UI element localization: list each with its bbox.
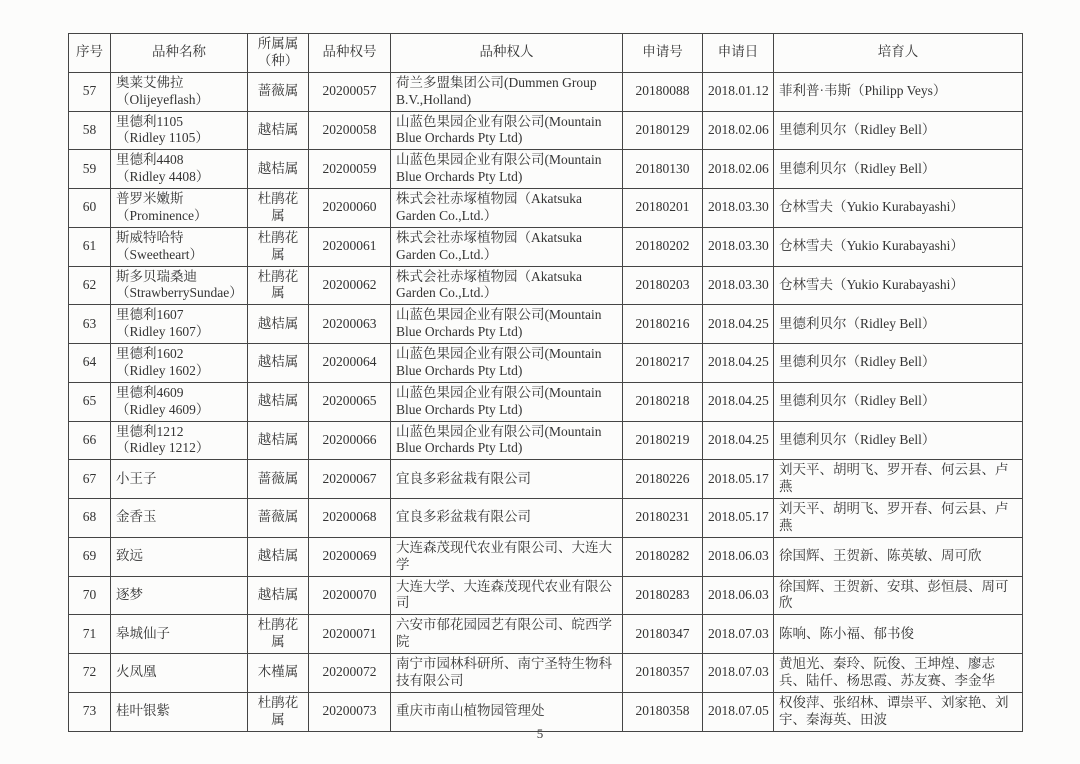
cell-app_date: 2018.06.03 bbox=[703, 576, 774, 615]
cell-app_date: 2018.06.03 bbox=[703, 537, 774, 576]
cell-right_no: 20200068 bbox=[309, 499, 391, 538]
variety-name-cn: 里德利1607 bbox=[116, 307, 184, 323]
cell-holder: 山蓝色果园企业有限公司(Mountain Blue Orchards Pty Ltd) bbox=[391, 421, 623, 460]
cell-breeder: 刘天平、胡明飞、罗开春、何云县、卢燕 bbox=[774, 460, 1023, 499]
cell-breeder: 里德利贝尔（Ridley Bell） bbox=[774, 382, 1023, 421]
cell-genus: 杜鹃花属 bbox=[248, 615, 309, 654]
cell-app_no: 20180130 bbox=[623, 150, 703, 189]
cell-right_no: 20200062 bbox=[309, 266, 391, 305]
table-row bbox=[69, 227, 1023, 266]
cell-name bbox=[111, 421, 248, 460]
cell-holder: 南宁市园林科研所、南宁圣特生物科技有限公司 bbox=[391, 654, 623, 693]
cell-no: 57 bbox=[69, 72, 111, 111]
cell-right_no: 20200073 bbox=[309, 692, 391, 731]
column-header-right_no: 品种权号 bbox=[309, 34, 391, 73]
cell-breeder: 里德利贝尔（Ridley Bell） bbox=[774, 344, 1023, 383]
table-row bbox=[69, 344, 1023, 383]
cell-name bbox=[111, 305, 248, 344]
cell-holder: 重庆市南山植物园管理处 bbox=[391, 692, 623, 731]
column-header-breeder: 培育人 bbox=[774, 34, 1023, 73]
cell-no: 68 bbox=[69, 499, 111, 538]
cell-genus: 杜鹃花属 bbox=[248, 189, 309, 228]
cell-breeder: 徐国辉、王贺新、陈英敏、周可欣 bbox=[774, 537, 1023, 576]
table-row bbox=[69, 189, 1023, 228]
cell-genus: 蔷薇属 bbox=[248, 499, 309, 538]
cell-name bbox=[111, 654, 248, 693]
table-row bbox=[69, 382, 1023, 421]
variety-name-en: （Ridley 1607） bbox=[116, 324, 210, 340]
variety-name-cn: 普罗米嫩斯 bbox=[116, 191, 184, 206]
variety-name-cn: 奥莱艾佛拉 bbox=[116, 74, 184, 90]
cell-app_no: 20180218 bbox=[623, 382, 703, 421]
variety-name-cn: 金香玉 bbox=[116, 509, 157, 525]
cell-right_no: 20200069 bbox=[309, 537, 391, 576]
plant-variety-rights-table bbox=[68, 33, 1023, 732]
table-row bbox=[69, 72, 1023, 111]
table-row bbox=[69, 305, 1023, 344]
cell-right_no: 20200066 bbox=[309, 421, 391, 460]
column-header-name: 品种名称 bbox=[111, 34, 248, 73]
cell-right_no: 20200070 bbox=[309, 576, 391, 615]
cell-app_date: 2018.02.06 bbox=[703, 150, 774, 189]
variety-name-cn: 里德利4609 bbox=[116, 384, 184, 400]
table-row bbox=[69, 150, 1023, 189]
cell-no: 58 bbox=[69, 111, 111, 150]
table-row bbox=[69, 654, 1023, 693]
table-row bbox=[69, 266, 1023, 305]
cell-app_no: 20180226 bbox=[623, 460, 703, 499]
cell-app_date: 2018.03.30 bbox=[703, 266, 774, 305]
cell-app_no: 20180283 bbox=[623, 576, 703, 615]
variety-name-en: （Sweetheart） bbox=[116, 246, 203, 262]
variety-name-cn: 里德利1602 bbox=[116, 346, 184, 361]
variety-name-cn: 逐梦 bbox=[116, 586, 143, 602]
variety-name-en: （Ridley 4609） bbox=[116, 401, 210, 417]
cell-genus: 木槿属 bbox=[248, 654, 309, 693]
cell-app_date: 2018.02.06 bbox=[703, 111, 774, 150]
cell-name bbox=[111, 499, 248, 538]
cell-genus: 越桔属 bbox=[248, 537, 309, 576]
cell-holder: 宜良多彩盆栽有限公司 bbox=[391, 460, 623, 499]
cell-breeder: 刘天平、胡明飞、罗开春、何云县、卢燕 bbox=[774, 499, 1023, 538]
cell-breeder: 里德利贝尔（Ridley Bell） bbox=[774, 305, 1023, 344]
variety-name-en: （Ridley 1602） bbox=[116, 362, 210, 378]
variety-name-cn: 皋城仙子 bbox=[116, 625, 170, 641]
cell-genus: 蔷薇属 bbox=[248, 460, 309, 499]
variety-name-en: （StrawberrySundae） bbox=[116, 285, 243, 301]
table-row bbox=[69, 111, 1023, 150]
column-header-app_no: 申请号 bbox=[623, 34, 703, 73]
cell-holder: 大连大学、大连森茂现代农业有限公司 bbox=[391, 576, 623, 615]
cell-holder: 大连森茂现代农业有限公司、大连大学 bbox=[391, 537, 623, 576]
cell-name bbox=[111, 266, 248, 305]
cell-name bbox=[111, 150, 248, 189]
cell-right_no: 20200071 bbox=[309, 615, 391, 654]
cell-right_no: 20200065 bbox=[309, 382, 391, 421]
column-header-genus: 所属属 （种） bbox=[248, 34, 309, 73]
cell-app_no: 20180216 bbox=[623, 305, 703, 344]
cell-no: 67 bbox=[69, 460, 111, 499]
variety-name-en: （Ridley 1212） bbox=[116, 440, 210, 456]
table-row bbox=[69, 499, 1023, 538]
cell-breeder: 仓林雪夫（Yukio Kurabayashi） bbox=[774, 189, 1023, 228]
cell-name bbox=[111, 189, 248, 228]
cell-holder: 株式会社赤塚植物园（Akatsuka Garden Co.,Ltd.） bbox=[391, 266, 623, 305]
cell-holder: 山蓝色果园企业有限公司(Mountain Blue Orchards Pty Ltd) bbox=[391, 382, 623, 421]
cell-name bbox=[111, 344, 248, 383]
cell-holder: 山蓝色果园企业有限公司(Mountain Blue Orchards Pty Ltd) bbox=[391, 111, 623, 150]
cell-app_date: 2018.03.30 bbox=[703, 189, 774, 228]
variety-name-cn: 致远 bbox=[116, 548, 143, 564]
cell-app_no: 20180217 bbox=[623, 344, 703, 383]
cell-breeder: 仓林雪夫（Yukio Kurabayashi） bbox=[774, 227, 1023, 266]
cell-genus: 越桔属 bbox=[248, 111, 309, 150]
cell-holder: 山蓝色果园企业有限公司(Mountain Blue Orchards Pty Ltd) bbox=[391, 344, 623, 383]
column-header-app_date: 申请日 bbox=[703, 34, 774, 73]
cell-app_date: 2018.05.17 bbox=[703, 460, 774, 499]
cell-holder: 株式会社赤塚植物园（Akatsuka Garden Co.,Ltd.） bbox=[391, 189, 623, 228]
cell-right_no: 20200060 bbox=[309, 189, 391, 228]
cell-name bbox=[111, 460, 248, 499]
cell-no: 69 bbox=[69, 537, 111, 576]
cell-app_date: 2018.07.05 bbox=[703, 692, 774, 731]
cell-right_no: 20200064 bbox=[309, 344, 391, 383]
cell-app_no: 20180088 bbox=[623, 72, 703, 111]
table-header-row bbox=[69, 34, 1023, 73]
table-row bbox=[69, 537, 1023, 576]
cell-right_no: 20200058 bbox=[309, 111, 391, 150]
cell-app_no: 20180231 bbox=[623, 499, 703, 538]
cell-name bbox=[111, 615, 248, 654]
cell-breeder: 权俊萍、张绍林、谭崇平、刘家艳、刘宇、秦海英、田波 bbox=[774, 692, 1023, 731]
table-row bbox=[69, 421, 1023, 460]
cell-no: 70 bbox=[69, 576, 111, 615]
cell-app_no: 20180129 bbox=[623, 111, 703, 150]
cell-right_no: 20200059 bbox=[309, 150, 391, 189]
cell-breeder: 里德利贝尔（Ridley Bell） bbox=[774, 111, 1023, 150]
variety-name-cn: 斯多贝瑞桑迪 bbox=[116, 268, 197, 284]
cell-breeder: 仓林雪夫（Yukio Kurabayashi） bbox=[774, 266, 1023, 305]
cell-genus: 杜鹃花属 bbox=[248, 692, 309, 731]
cell-name bbox=[111, 537, 248, 576]
cell-breeder: 菲利普·韦斯（Philipp Veys） bbox=[774, 72, 1023, 111]
cell-genus: 越桔属 bbox=[248, 344, 309, 383]
variety-name-cn: 斯威特哈特 bbox=[116, 229, 184, 245]
variety-name-en: （Ridley 4408） bbox=[116, 169, 210, 185]
variety-name-cn: 火凤凰 bbox=[116, 664, 157, 680]
variety-name-cn: 小王子 bbox=[116, 470, 157, 486]
cell-holder: 六安市郁花园园艺有限公司、皖西学院 bbox=[391, 615, 623, 654]
cell-app_no: 20180282 bbox=[623, 537, 703, 576]
table-row bbox=[69, 615, 1023, 654]
cell-genus: 杜鹃花属 bbox=[248, 266, 309, 305]
variety-name-cn: 里德利1212 bbox=[116, 423, 184, 439]
cell-genus: 越桔属 bbox=[248, 576, 309, 615]
cell-genus: 杜鹃花属 bbox=[248, 227, 309, 266]
cell-name bbox=[111, 111, 248, 150]
cell-right_no: 20200057 bbox=[309, 72, 391, 111]
cell-app_no: 20180202 bbox=[623, 227, 703, 266]
cell-app_no: 20180203 bbox=[623, 266, 703, 305]
cell-no: 64 bbox=[69, 344, 111, 383]
cell-name bbox=[111, 227, 248, 266]
variety-name-en: （Ridley 1105） bbox=[116, 130, 209, 146]
cell-no: 66 bbox=[69, 421, 111, 460]
variety-name-cn: 里德利4408 bbox=[116, 152, 184, 168]
cell-app_no: 20180358 bbox=[623, 692, 703, 731]
cell-genus: 越桔属 bbox=[248, 421, 309, 460]
cell-app_date: 2018.07.03 bbox=[703, 615, 774, 654]
cell-right_no: 20200072 bbox=[309, 654, 391, 693]
cell-no: 60 bbox=[69, 189, 111, 228]
cell-breeder: 陈响、陈小福、郁书俊 bbox=[774, 615, 1023, 654]
cell-holder: 株式会社赤塚植物园（Akatsuka Garden Co.,Ltd.） bbox=[391, 227, 623, 266]
cell-genus: 越桔属 bbox=[248, 382, 309, 421]
cell-app_no: 20180201 bbox=[623, 189, 703, 228]
cell-holder: 荷兰多盟集团公司(Dummen Group B.V.,Holland) bbox=[391, 72, 623, 111]
cell-breeder: 里德利贝尔（Ridley Bell） bbox=[774, 421, 1023, 460]
cell-holder: 宜良多彩盆栽有限公司 bbox=[391, 499, 623, 538]
cell-app_date: 2018.04.25 bbox=[703, 344, 774, 383]
cell-right_no: 20200067 bbox=[309, 460, 391, 499]
cell-no: 71 bbox=[69, 615, 111, 654]
cell-genus: 越桔属 bbox=[248, 150, 309, 189]
cell-right_no: 20200061 bbox=[309, 227, 391, 266]
cell-app_date: 2018.03.30 bbox=[703, 227, 774, 266]
page-number: 5 bbox=[536, 726, 544, 741]
cell-app_date: 2018.04.25 bbox=[703, 382, 774, 421]
cell-genus: 越桔属 bbox=[248, 305, 309, 344]
cell-name bbox=[111, 576, 248, 615]
cell-genus: 蔷薇属 bbox=[248, 72, 309, 111]
cell-breeder: 里德利贝尔（Ridley Bell） bbox=[774, 150, 1023, 189]
cell-name bbox=[111, 72, 248, 111]
variety-name-cn: 桂叶银紫 bbox=[116, 703, 170, 719]
column-header-holder: 品种权人 bbox=[391, 34, 623, 73]
cell-no: 65 bbox=[69, 382, 111, 421]
cell-breeder: 黄旭光、秦玲、阮俊、王坤煌、廖志兵、陆仟、杨思霞、苏友赛、李金华 bbox=[774, 654, 1023, 693]
cell-no: 73 bbox=[69, 692, 111, 731]
cell-app_no: 20180357 bbox=[623, 654, 703, 693]
variety-name-cn: 里德利1105 bbox=[116, 113, 183, 129]
cell-no: 59 bbox=[69, 150, 111, 189]
cell-app_date: 2018.04.25 bbox=[703, 421, 774, 460]
table-row bbox=[69, 460, 1023, 499]
cell-app_date: 2018.04.25 bbox=[703, 305, 774, 344]
cell-breeder: 徐国辉、王贺新、安琪、彭恒晨、周可欣 bbox=[774, 576, 1023, 615]
cell-no: 61 bbox=[69, 227, 111, 266]
cell-no: 72 bbox=[69, 654, 111, 693]
cell-holder: 山蓝色果园企业有限公司(Mountain Blue Orchards Pty Ltd) bbox=[391, 305, 623, 344]
cell-app_date: 2018.01.12 bbox=[703, 72, 774, 111]
cell-app_date: 2018.05.17 bbox=[703, 499, 774, 538]
cell-app_date: 2018.07.03 bbox=[703, 654, 774, 693]
variety-name-en: （Olijeyeflash） bbox=[116, 91, 209, 107]
table-row bbox=[69, 576, 1023, 615]
column-header-no: 序号 bbox=[69, 34, 111, 73]
cell-app_no: 20180347 bbox=[623, 615, 703, 654]
variety-name-en: （Prominence） bbox=[116, 207, 208, 223]
cell-no: 63 bbox=[69, 305, 111, 344]
cell-holder: 山蓝色果园企业有限公司(Mountain Blue Orchards Pty Ltd) bbox=[391, 150, 623, 189]
cell-app_no: 20180219 bbox=[623, 421, 703, 460]
cell-right_no: 20200063 bbox=[309, 305, 391, 344]
cell-name bbox=[111, 382, 248, 421]
cell-no: 62 bbox=[69, 266, 111, 305]
